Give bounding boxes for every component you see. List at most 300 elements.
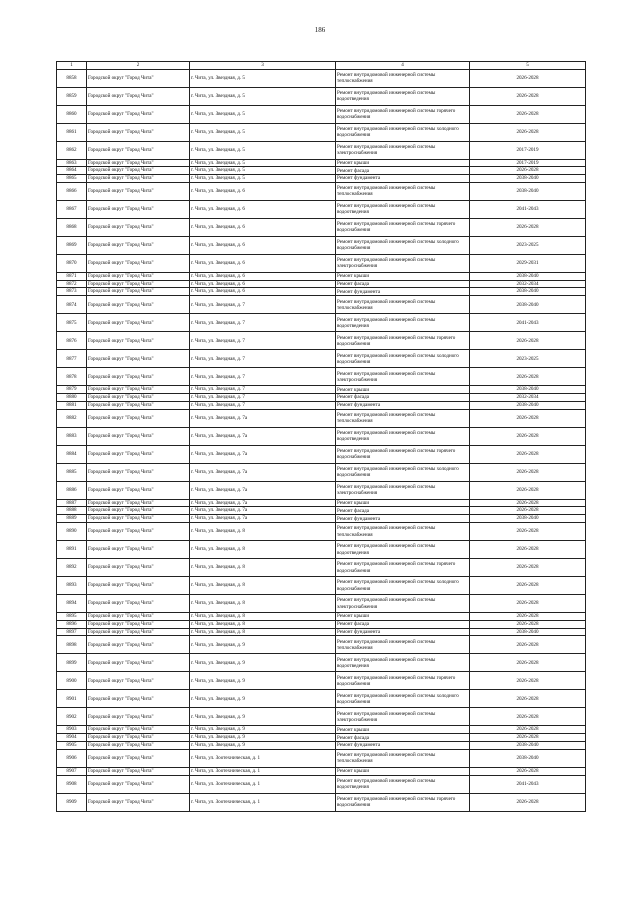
municipality-cell: Городской округ "Город Чита" bbox=[87, 507, 190, 515]
row-number-cell: 8871 bbox=[57, 272, 87, 280]
table-row bbox=[57, 559, 586, 577]
term-cell: 2029-2031 bbox=[470, 254, 586, 272]
work-type-cell: Ремонт внутридомовой инженерной системы теплоснабжения bbox=[336, 296, 470, 314]
table-row bbox=[57, 620, 586, 628]
municipality-cell: Городской округ "Город Чита" bbox=[87, 280, 190, 288]
row-number-cell: 8862 bbox=[57, 141, 87, 159]
municipality-cell: Городской округ "Город Чита" bbox=[87, 175, 190, 183]
municipality-cell: Городской округ "Город Чита" bbox=[87, 726, 190, 734]
row-number-cell: 8904 bbox=[57, 734, 87, 742]
municipality-cell: Городской округ "Город Чита" bbox=[87, 654, 190, 672]
row-number-cell: 8868 bbox=[57, 218, 87, 236]
table-row bbox=[57, 314, 586, 332]
row-number-cell: 8859 bbox=[57, 87, 87, 105]
address-cell: г. Чита, ул. Звездная, д. 5 bbox=[190, 167, 336, 175]
work-type-cell: Ремонт фасада bbox=[336, 507, 470, 515]
address-cell: г. Чита, ул. Звездная, д. 7а bbox=[190, 409, 336, 427]
table-row bbox=[57, 523, 586, 541]
work-type-cell: Ремонт внутридомовой инженерной системы электроснабжения bbox=[336, 254, 470, 272]
term-cell: 2026-2028 bbox=[470, 332, 586, 350]
work-type-cell: Ремонт внутридомовой инженерной системы водоотведения bbox=[336, 654, 470, 672]
table-row bbox=[57, 254, 586, 272]
table-row bbox=[57, 541, 586, 559]
row-number-cell: 8875 bbox=[57, 314, 87, 332]
work-type-cell: Ремонт внутридомовой инженерной системы холодного водоснабжения bbox=[336, 236, 470, 254]
row-number-cell: 8908 bbox=[57, 775, 87, 793]
term-cell: 2026-2028 bbox=[470, 481, 586, 499]
address-cell: г. Чита, ул. Зоотехническая, д. 1 bbox=[190, 749, 336, 767]
address-cell: г. Чита, ул. Звездная, д. 8 bbox=[190, 559, 336, 577]
term-cell: 2038-2040 bbox=[470, 175, 586, 183]
table-row bbox=[57, 463, 586, 481]
term-cell: 2023-2025 bbox=[470, 350, 586, 368]
municipality-cell: Городской округ "Город Чита" bbox=[87, 386, 190, 394]
work-type-cell: Ремонт фундамента bbox=[336, 401, 470, 409]
row-number-cell: 8905 bbox=[57, 742, 87, 750]
row-number-cell: 8887 bbox=[57, 499, 87, 507]
work-type-cell: Ремонт внутридомовой инженерной системы холодного водоснабжения bbox=[336, 690, 470, 708]
table-row bbox=[57, 236, 586, 254]
term-cell: 2038-2040 bbox=[470, 515, 586, 523]
work-type-cell: Ремонт крыши bbox=[336, 159, 470, 167]
term-cell: 2026-2028 bbox=[470, 368, 586, 386]
work-type-cell: Ремонт фундамента bbox=[336, 515, 470, 523]
work-type-cell: Ремонт внутридомовой инженерной системы горячего водоснабжения bbox=[336, 559, 470, 577]
row-number-cell: 8891 bbox=[57, 541, 87, 559]
row-number-cell: 8866 bbox=[57, 182, 87, 200]
row-number-cell: 8899 bbox=[57, 654, 87, 672]
municipality-cell: Городской округ "Город Чита" bbox=[87, 296, 190, 314]
municipality-cell: Городской округ "Город Чита" bbox=[87, 427, 190, 445]
term-cell: 2017-2019 bbox=[470, 141, 586, 159]
row-number-cell: 8903 bbox=[57, 726, 87, 734]
address-cell: г. Чита, ул. Звездная, д. 6 bbox=[190, 288, 336, 296]
row-number-cell: 8898 bbox=[57, 636, 87, 654]
row-number-cell: 8884 bbox=[57, 445, 87, 463]
term-cell: 2026-2028 bbox=[470, 87, 586, 105]
address-cell: г. Чита, ул. Звездная, д. 9 bbox=[190, 636, 336, 654]
address-cell: г. Чита, ул. Звездная, д. 7 bbox=[190, 350, 336, 368]
row-number-cell: 8872 bbox=[57, 280, 87, 288]
municipality-cell: Городской округ "Город Чита" bbox=[87, 613, 190, 621]
table-row bbox=[57, 69, 586, 87]
address-cell: г. Чита, ул. Звездная, д. 5 bbox=[190, 123, 336, 141]
work-type-cell: Ремонт внутридомовой инженерной системы водоотведения bbox=[336, 87, 470, 105]
row-number-cell: 8861 bbox=[57, 123, 87, 141]
work-type-cell: Ремонт внутридомовой инженерной системы водоотведения bbox=[336, 541, 470, 559]
work-type-cell: Ремонт фундамента bbox=[336, 288, 470, 296]
municipality-cell: Городской округ "Город Чита" bbox=[87, 218, 190, 236]
table-row bbox=[57, 734, 586, 742]
row-number-cell: 8893 bbox=[57, 577, 87, 595]
table-row bbox=[57, 595, 586, 613]
address-cell: г. Чита, ул. Зоотехническая, д. 1 bbox=[190, 767, 336, 775]
row-number-cell: 8897 bbox=[57, 628, 87, 636]
municipality-cell: Городской округ "Город Чита" bbox=[87, 628, 190, 636]
address-cell: г. Чита, ул. Звездная, д. 5 bbox=[190, 87, 336, 105]
municipality-cell: Городской округ "Город Чита" bbox=[87, 272, 190, 280]
work-type-cell: Ремонт внутридомовой инженерной системы электроснабжения bbox=[336, 708, 470, 726]
address-cell: г. Чита, ул. Звездная, д. 7а bbox=[190, 499, 336, 507]
work-type-cell: Ремонт внутридомовой инженерной системы теплоснабжения bbox=[336, 523, 470, 541]
row-number-cell: 8885 bbox=[57, 463, 87, 481]
table-row bbox=[57, 175, 586, 183]
address-cell: г. Чита, ул. Звездная, д. 8 bbox=[190, 541, 336, 559]
table-row bbox=[57, 394, 586, 402]
table-header-row bbox=[57, 62, 586, 70]
municipality-cell: Городской округ "Город Чита" bbox=[87, 515, 190, 523]
municipality-cell: Городской округ "Город Чита" bbox=[87, 350, 190, 368]
address-cell: г. Чита, ул. Звездная, д. 5 bbox=[190, 159, 336, 167]
term-cell: 2038-2040 bbox=[470, 296, 586, 314]
term-cell: 2026-2028 bbox=[470, 726, 586, 734]
table-row bbox=[57, 401, 586, 409]
term-cell: 2026-2028 bbox=[470, 463, 586, 481]
row-number-cell: 8888 bbox=[57, 507, 87, 515]
row-number-cell: 8877 bbox=[57, 350, 87, 368]
municipality-cell: Городской округ "Город Чита" bbox=[87, 767, 190, 775]
work-type-cell: Ремонт крыши bbox=[336, 272, 470, 280]
work-type-cell: Ремонт фундамента bbox=[336, 175, 470, 183]
municipality-cell: Городской округ "Город Чита" bbox=[87, 775, 190, 793]
work-type-cell: Ремонт внутридомовой инженерной системы электроснабжения bbox=[336, 481, 470, 499]
term-cell: 2038-2040 bbox=[470, 288, 586, 296]
term-cell: 2026-2028 bbox=[470, 767, 586, 775]
table-row bbox=[57, 628, 586, 636]
address-cell: г. Чита, ул. Зоотехническая, д. 1 bbox=[190, 793, 336, 811]
municipality-cell: Городской округ "Город Чита" bbox=[87, 141, 190, 159]
work-type-cell: Ремонт внутридомовой инженерной системы горячего водоснабжения bbox=[336, 218, 470, 236]
table-row bbox=[57, 200, 586, 218]
table-row bbox=[57, 515, 586, 523]
municipality-cell: Городской округ "Город Чита" bbox=[87, 749, 190, 767]
municipality-cell: Городской округ "Город Чита" bbox=[87, 708, 190, 726]
row-number-cell: 8869 bbox=[57, 236, 87, 254]
municipality-cell: Городской округ "Город Чита" bbox=[87, 793, 190, 811]
address-cell: г. Чита, ул. Звездная, д. 7а bbox=[190, 515, 336, 523]
work-type-cell: Ремонт внутридомовой инженерной системы горячего водоснабжения bbox=[336, 672, 470, 690]
address-cell: г. Чита, ул. Звездная, д. 8 bbox=[190, 620, 336, 628]
work-type-cell: Ремонт внутридомовой инженерной системы холодного водоснабжения bbox=[336, 123, 470, 141]
term-cell: 2026-2028 bbox=[470, 620, 586, 628]
header-cell: 3 bbox=[190, 62, 336, 70]
address-cell: г. Чита, ул. Звездная, д. 9 bbox=[190, 690, 336, 708]
table-row bbox=[57, 105, 586, 123]
table-row bbox=[57, 350, 586, 368]
municipality-cell: Городской округ "Город Чита" bbox=[87, 123, 190, 141]
work-type-cell: Ремонт внутридомовой инженерной системы теплоснабжения bbox=[336, 409, 470, 427]
term-cell: 2026-2028 bbox=[470, 690, 586, 708]
table-row bbox=[57, 742, 586, 750]
term-cell: 2026-2028 bbox=[470, 167, 586, 175]
registry-table bbox=[56, 61, 586, 812]
municipality-cell: Городской округ "Город Чита" bbox=[87, 401, 190, 409]
term-cell: 2038-2040 bbox=[470, 386, 586, 394]
municipality-cell: Городской округ "Город Чита" bbox=[87, 182, 190, 200]
table-row bbox=[57, 288, 586, 296]
municipality-cell: Городской округ "Город Чита" bbox=[87, 445, 190, 463]
term-cell: 2038-2040 bbox=[470, 182, 586, 200]
term-cell: 2026-2028 bbox=[470, 499, 586, 507]
address-cell: г. Чита, ул. Звездная, д. 7 bbox=[190, 401, 336, 409]
table-row bbox=[57, 182, 586, 200]
address-cell: г. Чита, ул. Звездная, д. 9 bbox=[190, 734, 336, 742]
work-type-cell: Ремонт крыши bbox=[336, 726, 470, 734]
municipality-cell: Городской округ "Город Чита" bbox=[87, 595, 190, 613]
term-cell: 2026-2028 bbox=[470, 445, 586, 463]
municipality-cell: Городской округ "Город Чита" bbox=[87, 394, 190, 402]
row-number-cell: 8881 bbox=[57, 401, 87, 409]
work-type-cell: Ремонт внутридомовой инженерной системы теплоснабжения bbox=[336, 749, 470, 767]
address-cell: г. Чита, ул. Звездная, д. 5 bbox=[190, 105, 336, 123]
table-row bbox=[57, 636, 586, 654]
row-number-cell: 8876 bbox=[57, 332, 87, 350]
table-body bbox=[57, 62, 586, 812]
term-cell: 2026-2028 bbox=[470, 105, 586, 123]
work-type-cell: Ремонт внутридомовой инженерной системы водоотведения bbox=[336, 200, 470, 218]
work-type-cell: Ремонт крыши bbox=[336, 613, 470, 621]
address-cell: г. Чита, ул. Звездная, д. 7 bbox=[190, 332, 336, 350]
municipality-cell: Городской округ "Город Чита" bbox=[87, 620, 190, 628]
term-cell: 2041-2043 bbox=[470, 200, 586, 218]
work-type-cell: Ремонт внутридомовой инженерной системы электроснабжения bbox=[336, 141, 470, 159]
row-number-cell: 8894 bbox=[57, 595, 87, 613]
table-row bbox=[57, 368, 586, 386]
term-cell: 2026-2028 bbox=[470, 409, 586, 427]
term-cell: 2026-2028 bbox=[470, 613, 586, 621]
row-number-cell: 8858 bbox=[57, 69, 87, 87]
work-type-cell: Ремонт внутридомовой инженерной системы горячего водоснабжения bbox=[336, 445, 470, 463]
term-cell: 2026-2028 bbox=[470, 672, 586, 690]
term-cell: 2026-2028 bbox=[470, 654, 586, 672]
row-number-cell: 8902 bbox=[57, 708, 87, 726]
address-cell: г. Чита, ул. Звездная, д. 5 bbox=[190, 69, 336, 87]
address-cell: г. Чита, ул. Звездная, д. 9 bbox=[190, 742, 336, 750]
municipality-cell: Городской округ "Город Чита" bbox=[87, 672, 190, 690]
header-cell: 4 bbox=[336, 62, 470, 70]
row-number-cell: 8880 bbox=[57, 394, 87, 402]
table-row bbox=[57, 296, 586, 314]
table-row bbox=[57, 218, 586, 236]
table-row bbox=[57, 272, 586, 280]
address-cell: г. Чита, ул. Звездная, д. 9 bbox=[190, 708, 336, 726]
row-number-cell: 8864 bbox=[57, 167, 87, 175]
municipality-cell: Городской округ "Город Чита" bbox=[87, 499, 190, 507]
work-type-cell: Ремонт фасада bbox=[336, 734, 470, 742]
address-cell: г. Чита, ул. Звездная, д. 6 bbox=[190, 182, 336, 200]
table-row bbox=[57, 690, 586, 708]
work-type-cell: Ремонт фасада bbox=[336, 280, 470, 288]
row-number-cell: 8906 bbox=[57, 749, 87, 767]
row-number-cell: 8874 bbox=[57, 296, 87, 314]
term-cell: 2026-2028 bbox=[470, 69, 586, 87]
table-row bbox=[57, 409, 586, 427]
address-cell: г. Чита, ул. Звездная, д. 7 bbox=[190, 296, 336, 314]
address-cell: г. Чита, ул. Звездная, д. 6 bbox=[190, 280, 336, 288]
work-type-cell: Ремонт внутридомовой инженерной системы холодного водоснабжения bbox=[336, 463, 470, 481]
municipality-cell: Городской округ "Город Чита" bbox=[87, 368, 190, 386]
work-type-cell: Ремонт внутридомовой инженерной системы холодного водоснабжения bbox=[336, 577, 470, 595]
work-type-cell: Ремонт фундамента bbox=[336, 742, 470, 750]
table-row bbox=[57, 499, 586, 507]
term-cell: 2038-2040 bbox=[470, 401, 586, 409]
work-type-cell: Ремонт внутридомовой инженерной системы горячего водоснабжения bbox=[336, 105, 470, 123]
header-cell: 2 bbox=[87, 62, 190, 70]
row-number-cell: 8907 bbox=[57, 767, 87, 775]
row-number-cell: 8895 bbox=[57, 613, 87, 621]
address-cell: г. Чита, ул. Зоотехническая, д. 1 bbox=[190, 775, 336, 793]
address-cell: г. Чита, ул. Звездная, д. 9 bbox=[190, 672, 336, 690]
row-number-cell: 8882 bbox=[57, 409, 87, 427]
address-cell: г. Чита, ул. Звездная, д. 7а bbox=[190, 463, 336, 481]
municipality-cell: Городской округ "Город Чита" bbox=[87, 523, 190, 541]
address-cell: г. Чита, ул. Звездная, д. 9 bbox=[190, 726, 336, 734]
address-cell: г. Чита, ул. Звездная, д. 7 bbox=[190, 386, 336, 394]
term-cell: 2038-2040 bbox=[470, 749, 586, 767]
table-row bbox=[57, 708, 586, 726]
table-row bbox=[57, 767, 586, 775]
row-number-cell: 8892 bbox=[57, 559, 87, 577]
work-type-cell: Ремонт внутридомовой инженерной системы электроснабжения bbox=[336, 595, 470, 613]
address-cell: г. Чита, ул. Звездная, д. 7а bbox=[190, 445, 336, 463]
table-row bbox=[57, 577, 586, 595]
municipality-cell: Городской округ "Город Чита" bbox=[87, 690, 190, 708]
municipality-cell: Городской округ "Город Чита" bbox=[87, 254, 190, 272]
term-cell: 2026-2028 bbox=[470, 541, 586, 559]
table-row bbox=[57, 123, 586, 141]
work-type-cell: Ремонт внутридомовой инженерной системы водоотведения bbox=[336, 775, 470, 793]
municipality-cell: Городской округ "Город Чита" bbox=[87, 87, 190, 105]
table-row bbox=[57, 726, 586, 734]
municipality-cell: Городской округ "Город Чита" bbox=[87, 167, 190, 175]
address-cell: г. Чита, ул. Звездная, д. 5 bbox=[190, 141, 336, 159]
table-row bbox=[57, 672, 586, 690]
address-cell: г. Чита, ул. Звездная, д. 8 bbox=[190, 523, 336, 541]
term-cell: 2032-2034 bbox=[470, 280, 586, 288]
table-row bbox=[57, 793, 586, 811]
municipality-cell: Городской округ "Город Чита" bbox=[87, 742, 190, 750]
municipality-cell: Городской округ "Город Чита" bbox=[87, 200, 190, 218]
municipality-cell: Городской округ "Город Чита" bbox=[87, 69, 190, 87]
term-cell: 2026-2028 bbox=[470, 595, 586, 613]
row-number-cell: 8860 bbox=[57, 105, 87, 123]
term-cell: 2041-2043 bbox=[470, 314, 586, 332]
municipality-cell: Городской округ "Город Чита" bbox=[87, 481, 190, 499]
table-row bbox=[57, 775, 586, 793]
address-cell: г. Чита, ул. Звездная, д. 6 bbox=[190, 200, 336, 218]
table-row bbox=[57, 386, 586, 394]
row-number-cell: 8863 bbox=[57, 159, 87, 167]
municipality-cell: Городской округ "Город Чита" bbox=[87, 314, 190, 332]
term-cell: 2017-2019 bbox=[470, 159, 586, 167]
work-type-cell: Ремонт внутридомовой инженерной системы горячего водоснабжения bbox=[336, 332, 470, 350]
address-cell: г. Чита, ул. Звездная, д. 5 bbox=[190, 175, 336, 183]
address-cell: г. Чита, ул. Звездная, д. 9 bbox=[190, 654, 336, 672]
term-cell: 2026-2028 bbox=[470, 636, 586, 654]
term-cell: 2026-2028 bbox=[470, 577, 586, 595]
header-cell: 5 bbox=[470, 62, 586, 70]
term-cell: 2026-2028 bbox=[470, 123, 586, 141]
table-row bbox=[57, 427, 586, 445]
municipality-cell: Городской округ "Город Чита" bbox=[87, 332, 190, 350]
table-row bbox=[57, 87, 586, 105]
work-type-cell: Ремонт фасада bbox=[336, 167, 470, 175]
work-type-cell: Ремонт внутридомовой инженерной системы теплоснабжения bbox=[336, 636, 470, 654]
row-number-cell: 8873 bbox=[57, 288, 87, 296]
term-cell: 2026-2028 bbox=[470, 523, 586, 541]
row-number-cell: 8896 bbox=[57, 620, 87, 628]
row-number-cell: 8901 bbox=[57, 690, 87, 708]
table-row bbox=[57, 749, 586, 767]
address-cell: г. Чита, ул. Звездная, д. 6 bbox=[190, 218, 336, 236]
municipality-cell: Городской округ "Город Чита" bbox=[87, 577, 190, 595]
term-cell: 2038-2040 bbox=[470, 272, 586, 280]
address-cell: г. Чита, ул. Звездная, д. 7 bbox=[190, 314, 336, 332]
municipality-cell: Городской округ "Город Чита" bbox=[87, 734, 190, 742]
term-cell: 2026-2028 bbox=[470, 218, 586, 236]
municipality-cell: Городской округ "Город Чита" bbox=[87, 559, 190, 577]
row-number-cell: 8909 bbox=[57, 793, 87, 811]
term-cell: 2041-2043 bbox=[470, 775, 586, 793]
municipality-cell: Городской округ "Город Чита" bbox=[87, 105, 190, 123]
work-type-cell: Ремонт внутридомовой инженерной системы водоотведения bbox=[336, 314, 470, 332]
address-cell: г. Чита, ул. Звездная, д. 7а bbox=[190, 481, 336, 499]
row-number-cell: 8883 bbox=[57, 427, 87, 445]
municipality-cell: Городской округ "Город Чита" bbox=[87, 159, 190, 167]
term-cell: 2026-2028 bbox=[470, 793, 586, 811]
address-cell: г. Чита, ул. Звездная, д. 7а bbox=[190, 427, 336, 445]
row-number-cell: 8865 bbox=[57, 175, 87, 183]
address-cell: г. Чита, ул. Звездная, д. 7 bbox=[190, 394, 336, 402]
table-row bbox=[57, 159, 586, 167]
term-cell: 2026-2028 bbox=[470, 559, 586, 577]
term-cell: 2023-2025 bbox=[470, 236, 586, 254]
row-number-cell: 8889 bbox=[57, 515, 87, 523]
work-type-cell: Ремонт внутридомовой инженерной системы электроснабжения bbox=[336, 368, 470, 386]
table-row bbox=[57, 141, 586, 159]
table-row bbox=[57, 481, 586, 499]
term-cell: 2038-2040 bbox=[470, 742, 586, 750]
table-row bbox=[57, 613, 586, 621]
term-cell: 2026-2028 bbox=[470, 708, 586, 726]
term-cell: 2026-2028 bbox=[470, 734, 586, 742]
address-cell: г. Чита, ул. Звездная, д. 6 bbox=[190, 272, 336, 280]
municipality-cell: Городской округ "Город Чита" bbox=[87, 541, 190, 559]
header-cell: 1 bbox=[57, 62, 87, 70]
table-row bbox=[57, 654, 586, 672]
table-row bbox=[57, 332, 586, 350]
municipality-cell: Городской округ "Город Чита" bbox=[87, 636, 190, 654]
table-row bbox=[57, 445, 586, 463]
municipality-cell: Городской округ "Город Чита" bbox=[87, 236, 190, 254]
row-number-cell: 8870 bbox=[57, 254, 87, 272]
term-cell: 2032-2034 bbox=[470, 394, 586, 402]
row-number-cell: 8878 bbox=[57, 368, 87, 386]
table-row bbox=[57, 167, 586, 175]
address-cell: г. Чита, ул. Звездная, д. 8 bbox=[190, 613, 336, 621]
address-cell: г. Чита, ул. Звездная, д. 6 bbox=[190, 254, 336, 272]
table-row bbox=[57, 280, 586, 288]
work-type-cell: Ремонт внутридомовой инженерной системы водоотведения bbox=[336, 427, 470, 445]
work-type-cell: Ремонт крыши bbox=[336, 499, 470, 507]
row-number-cell: 8879 bbox=[57, 386, 87, 394]
work-type-cell: Ремонт фасада bbox=[336, 394, 470, 402]
work-type-cell: Ремонт внутридомовой инженерной системы горячего водоснабжения bbox=[336, 793, 470, 811]
row-number-cell: 8886 bbox=[57, 481, 87, 499]
term-cell: 2026-2028 bbox=[470, 427, 586, 445]
work-type-cell: Ремонт фундамента bbox=[336, 628, 470, 636]
work-type-cell: Ремонт фасада bbox=[336, 620, 470, 628]
